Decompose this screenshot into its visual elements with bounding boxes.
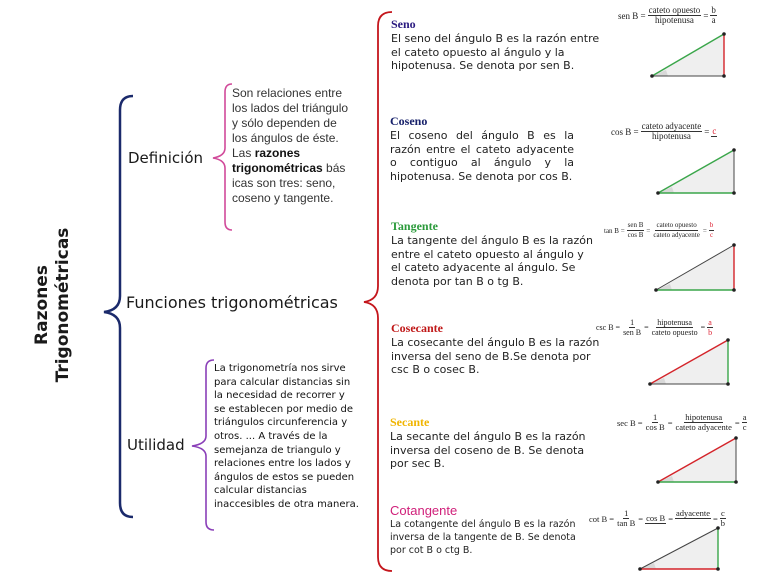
fn-text-coseno: El coseno del ángulo B es la razón entre el cateto adyacente o contiguo al ángulo y la hipotenusa. Se denota por cos B. — [390, 129, 574, 184]
triangle-cosecante — [648, 338, 730, 386]
triangle-cotangente — [638, 526, 720, 571]
fraction-num: cateto adyacente — [641, 121, 702, 131]
fraction-den: sen B — [623, 328, 642, 337]
fn-title-tangente: Tangente — [391, 219, 438, 233]
fraction-den: cos B — [627, 231, 644, 239]
fraction-den: tan B — [617, 518, 636, 528]
formula-eq: = — [704, 126, 710, 137]
fraction-den: c — [742, 422, 747, 432]
fraction-num: a — [708, 318, 712, 327]
formula-eq: = — [700, 323, 706, 332]
fraction-den: cateto adyacente — [675, 422, 732, 432]
root-title-line1: Razones — [32, 265, 52, 345]
fraction-num: b — [709, 221, 714, 229]
fraction-num: sen B — [627, 221, 644, 229]
fraction-den: b — [708, 328, 713, 337]
definicion-text-before: Son relaciones entre los lados del triángulo y sólo dependen de los ángulos de éste. Las — [232, 86, 349, 160]
fraction-den: hipotenusa — [654, 15, 694, 25]
fraction-num: b — [711, 5, 716, 15]
definicion-text-bold: razones trigonométricas — [232, 146, 323, 175]
fn-text-cosecante: La cosecante del ángulo B es la razón inversa del seno de B.Se denota por csc B o cosec B. — [391, 336, 600, 377]
fraction-num: cos B — [646, 512, 666, 523]
fraction-den: a — [711, 15, 716, 25]
root-title-line2: Trigonométricas — [53, 227, 73, 383]
fn-text-secante: La secante del ángulo B es la razón inversa del coseno de B. Se denota por sec B. — [390, 430, 586, 471]
formula-lhs: cot B = — [589, 513, 615, 524]
fraction-num: 1 — [653, 412, 658, 422]
fraction-num: c — [721, 508, 725, 518]
triangle-coseno — [656, 148, 736, 195]
formula-eq: = — [667, 417, 673, 428]
formula-eq: = — [713, 513, 718, 524]
triangle-tangente — [654, 243, 736, 292]
fraction-den: cateto opuesto — [651, 328, 698, 337]
fraction-num: hipotenusa — [657, 318, 692, 327]
fraction-den: c — [709, 231, 714, 239]
fn-text-tangente: La tangente del ángulo B es la razón entre el cateto opuesto al ángulo y el cateto adyacente al ángulo. Se denota por tan B o tg B. — [391, 234, 594, 289]
fn-title-cosecante: Cosecante — [391, 321, 443, 335]
fraction-num: a — [742, 412, 747, 422]
formula-eq: = — [644, 323, 649, 332]
branch-utilidad: Utilidad — [127, 436, 185, 454]
formula-eq: = — [702, 226, 707, 235]
formula-eq: = — [703, 10, 709, 21]
branch-definicion: Definición — [128, 149, 203, 167]
formula-lhs: cos B = — [611, 126, 639, 137]
triangle-seno — [650, 32, 726, 78]
formula-lhs: sen B = — [618, 10, 646, 21]
fn-title-coseno: Coseno — [390, 114, 428, 128]
fraction-den: hipotenusa — [651, 131, 691, 141]
formula-eq: = — [734, 417, 740, 428]
fraction-num: cateto opuesto — [656, 221, 697, 229]
fraction-num: c — [712, 125, 717, 136]
triangle-secante — [656, 436, 738, 484]
fraction-num: adyacente — [676, 508, 710, 518]
fn-title-secante: Secante — [390, 415, 430, 429]
fraction-num: cateto opuesto — [648, 5, 701, 15]
utilidad-text: La trigonometría nos sirve para calcular distancias sin la necesidad de recorrer y se establecen por medio de triángulos circunferencia y otros. ... A través de la semejanza de triangulo y relaciones entre los lados y ángulos de estos se pueden calcular distancias inaccesibles de otra manera. — [214, 363, 359, 510]
formula-eq: = — [646, 226, 651, 235]
fn-text-cotangente: La cotangente del ángulo B es la razón inversa de la tangente de B. Se denota por cot B o ctg B. — [390, 519, 576, 556]
fraction-den: b — [720, 518, 726, 528]
fraction-den: cos B — [645, 422, 665, 432]
fn-text-seno: El seno del ángulo B es la razón entre el cateto opuesto al ángulo y la hipotenusa. Se denota por sen B. — [391, 32, 600, 73]
formula-eq: = — [668, 513, 674, 524]
fraction-num: 1 — [624, 508, 629, 518]
formula-lhs: tan B = — [604, 226, 625, 235]
fraction-den: cateto adyacente — [653, 231, 700, 239]
branch-funciones: Funciones trigonométricas — [126, 293, 338, 312]
fn-title-cotangente: Cotangente — [390, 503, 458, 518]
fraction-num: 1 — [630, 318, 635, 327]
fraction-num: hipotenusa — [685, 412, 723, 422]
definicion-text-after: bás icas son tres: seno, coseno y tangente. — [232, 161, 346, 205]
formula-lhs: sec B = — [617, 417, 643, 428]
formula-eq: = — [638, 513, 644, 524]
fn-title-seno: Seno — [391, 17, 416, 31]
formula-lhs: csc B = — [596, 323, 621, 332]
